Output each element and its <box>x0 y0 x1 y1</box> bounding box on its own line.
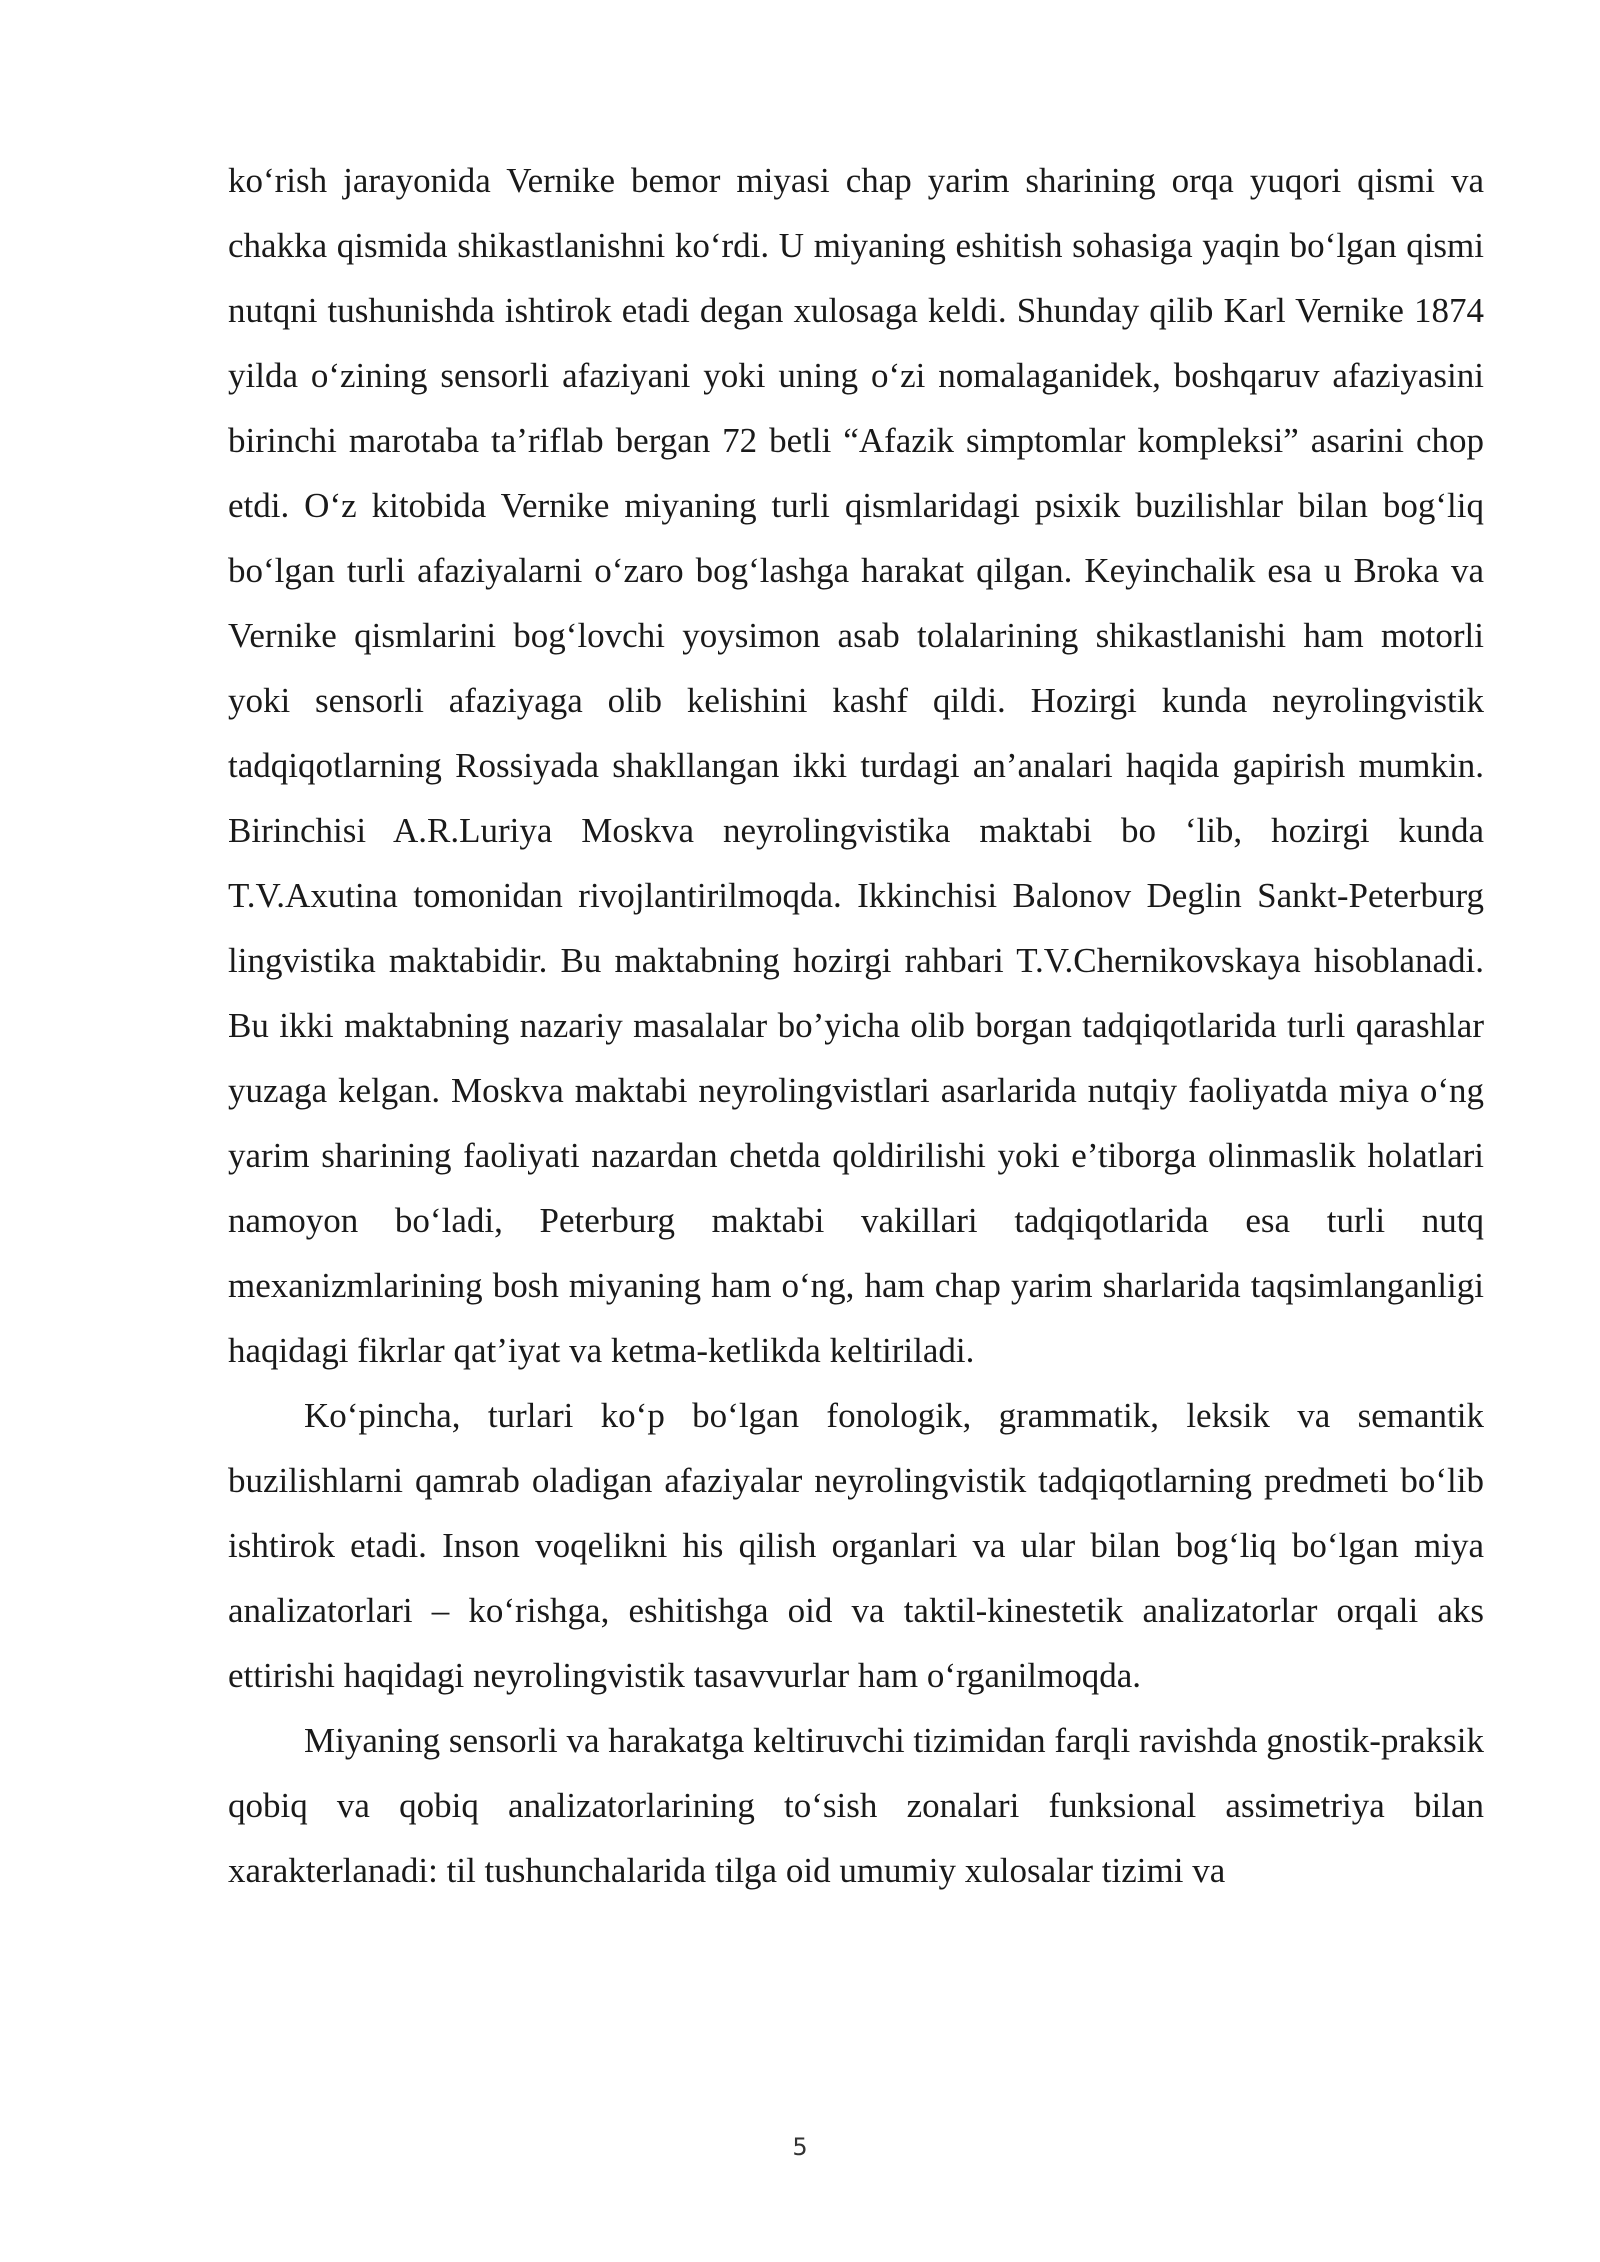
paragraph-2: Ko‘pincha, turlari ko‘p bo‘lgan fonologik, grammatik, leksik va semantik buzilishlarni qamrab oladigan afaziyalar neyrolingvistik tadqiqotlarning predmeti bo‘lib ishtirok etadi. Inson voqelikni his qilish organlari va ular bilan bog‘liq bo‘lgan miya analizatorlari – ko‘rishga, eshitishga oid va taktil-kinestetik analizatorlar orqali aks ettirishi haqidagi neyrolingvistik tasavvurlar ham o‘rganilmoqda. <box>228 1396 1484 1695</box>
paragraph-1: ko‘rish jarayonida Vernike bemor miyasi chap yarim sharining orqa yuqori qismi va chakka qismida shikastlanishni ko‘rdi. U miyaning eshitish sohasiga yaqin bo‘lgan qismi nutqni tushunishda ishtirok etadi degan xulosaga keldi. Shunday qilib Karl Vernike 1874 yilda o‘zining sensorli afaziyani yoki uning o‘zi nomalaganidek, boshqaruv afaziyasini birinchi marotaba ta’riflab bergan 72 betli “Afazik simptomlar kompleksi” asarini chop etdi. O‘z kitobida Vernike miyaning turli qismlaridagi psixik buzilishlar bilan bog‘liq bo‘lgan turli afaziyalarni o‘zaro bog‘lashga harakat qilgan. Keyinchalik esa u Broka va Vernike qismlarini bog‘lovchi yoysimon asab tolalarining shikastlanishi ham motorli yoki sensorli afaziyaga olib kelishini kashf qildi. Hozirgi kunda neyrolingvistik tadqiqotlarning Rossiyada shakllangan ikki turdagi an’analari haqida gapirish mumkin. Birinchisi A.R.Luriya Moskva neyrolingvistika maktabi bo ‘lib, hozirgi kunda T.V.Axutina tomonidan rivojlantirilmoqda. Ikkinchisi Balonov Deglin Sankt-Peterburg lingvistika maktabidir. Bu maktabning hozirgi rahbari T.V.Chernikovskaya hisoblanadi. Bu ikki maktabning nazariy masalalar bo’yicha olib borgan tadqiqotlarida turli qarashlar yuzaga kelgan. Moskva maktabi neyrolingvistlari asarlarida nutqiy faoliyatda miya o‘ng yarim sharining faoliyati nazardan chetda qoldirilishi yoki e’tiborga olinmaslik holatlari namoyon bo‘ladi, Peterburg maktabi vakillari tadqiqotlarida esa turli nutq mexanizmlarining bosh miyaning ham o‘ng, ham chap yarim sharlarida taqsimlanganligi haqidagi fikrlar qat’iyat va ketma-ketlikda keltiriladi. <box>228 161 1484 1370</box>
paragraph-3: Miyaning sensorli va harakatga keltiruvchi tizimidan farqli ravishda gnostik-praksik qobiq va qobiq analizatorlarining to‘sish zonalari funksional assimetriya bilan xarakterlanadi: til tushunchalarida tilga oid umumiy xulosalar tizimi va <box>228 1721 1484 1890</box>
body-text <box>228 148 1484 1903</box>
page-number: 5 <box>792 2133 808 2161</box>
